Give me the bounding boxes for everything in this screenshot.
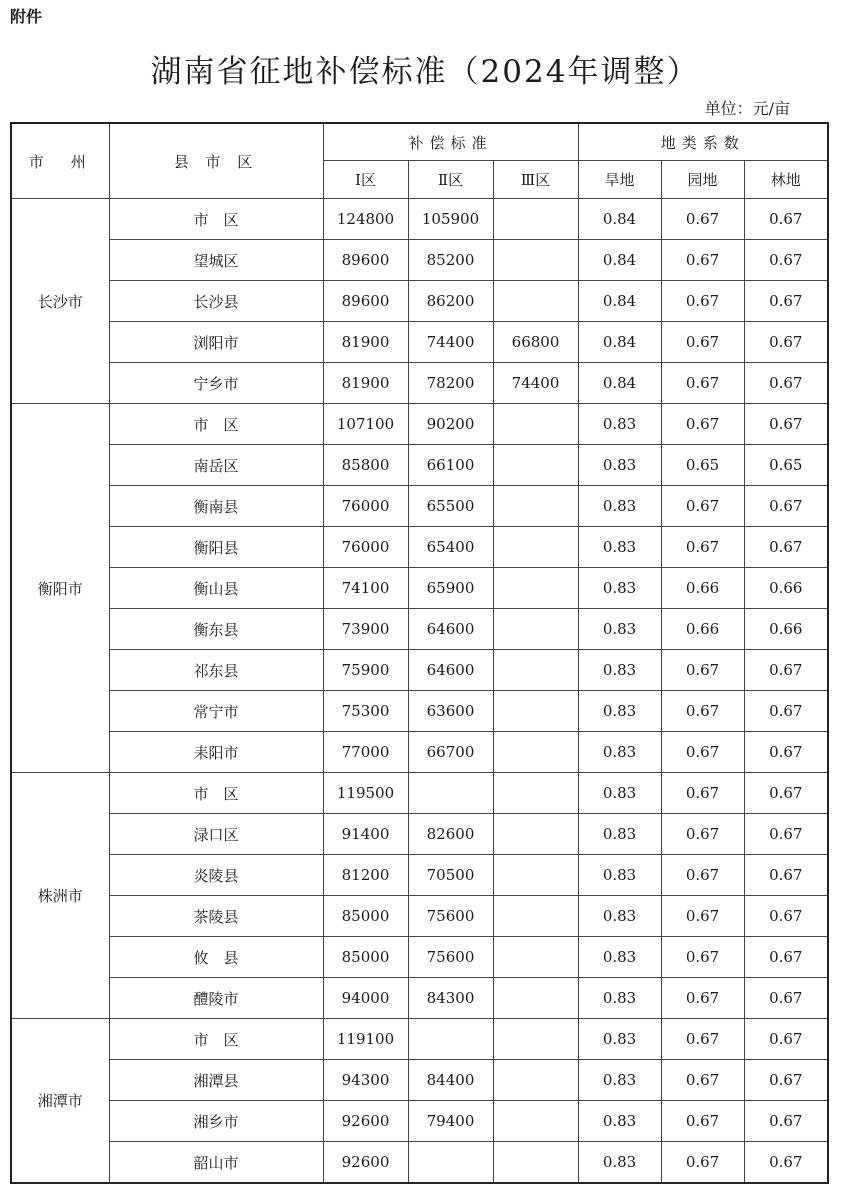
- county-cell: 衡南县: [109, 486, 323, 527]
- county-cell: 衡阳县: [109, 527, 323, 568]
- county-cell: 长沙县: [109, 281, 323, 322]
- zone-1-value: 74100: [323, 568, 408, 609]
- dry-land-coefficient: 0.84: [578, 199, 661, 240]
- forest-land-coefficient: 0.67: [744, 1060, 828, 1101]
- zone-3-value: [493, 937, 578, 978]
- forest-land-coefficient: 0.67: [744, 691, 828, 732]
- zone-2-value: 74400: [408, 322, 493, 363]
- table-row: [11, 1142, 828, 1184]
- county-cell: 衡山县: [109, 568, 323, 609]
- zone-2-value: 84400: [408, 1060, 493, 1101]
- garden-land-coefficient: 0.66: [661, 568, 744, 609]
- zone-1-value: 124800: [323, 199, 408, 240]
- city-cell: 湘潭市: [11, 1019, 109, 1184]
- forest-land-coefficient: 0.67: [744, 240, 828, 281]
- garden-land-coefficient: 0.65: [661, 445, 744, 486]
- forest-land-coefficient: 0.67: [744, 937, 828, 978]
- dry-land-coefficient: 0.83: [578, 978, 661, 1019]
- garden-land-coefficient: 0.67: [661, 732, 744, 773]
- zone-3-value: [493, 732, 578, 773]
- city-cell: 株洲市: [11, 773, 109, 1019]
- zone-2-value: [408, 1019, 493, 1060]
- header-county: 县 市 区: [109, 123, 323, 199]
- zone-3-value: [493, 1019, 578, 1060]
- zone-1-value: 76000: [323, 486, 408, 527]
- table-row: [11, 486, 828, 527]
- dry-land-coefficient: 0.84: [578, 322, 661, 363]
- county-cell: 醴陵市: [109, 978, 323, 1019]
- table-row: [11, 240, 828, 281]
- forest-land-coefficient: 0.67: [744, 1019, 828, 1060]
- zone-3-value: [493, 978, 578, 1019]
- garden-land-coefficient: 0.67: [661, 1101, 744, 1142]
- header-zone-3: Ⅲ区: [493, 161, 578, 199]
- garden-land-coefficient: 0.67: [661, 814, 744, 855]
- dry-land-coefficient: 0.84: [578, 281, 661, 322]
- dry-land-coefficient: 0.83: [578, 609, 661, 650]
- table-row: [11, 814, 828, 855]
- zone-1-value: 119500: [323, 773, 408, 814]
- table-row: [11, 527, 828, 568]
- table-row: [11, 773, 828, 814]
- zone-1-value: 81900: [323, 363, 408, 404]
- zone-1-value: 73900: [323, 609, 408, 650]
- garden-land-coefficient: 0.67: [661, 240, 744, 281]
- header-zone-1: Ⅰ区: [323, 161, 408, 199]
- garden-land-coefficient: 0.67: [661, 527, 744, 568]
- dry-land-coefficient: 0.84: [578, 363, 661, 404]
- header-row-group: [11, 123, 828, 161]
- zone-2-value: 64600: [408, 650, 493, 691]
- forest-land-coefficient: 0.67: [744, 773, 828, 814]
- garden-land-coefficient: 0.67: [661, 404, 744, 445]
- zone-3-value: [493, 486, 578, 527]
- table-row: [11, 445, 828, 486]
- header-land-coefficient: 地类系数: [578, 123, 828, 161]
- forest-land-coefficient: 0.67: [744, 978, 828, 1019]
- forest-land-coefficient: 0.67: [744, 486, 828, 527]
- dry-land-coefficient: 0.83: [578, 691, 661, 732]
- zone-1-value: 81900: [323, 322, 408, 363]
- header-forest-land: 林地: [744, 161, 828, 199]
- zone-1-value: 91400: [323, 814, 408, 855]
- county-cell: 常宁市: [109, 691, 323, 732]
- table-row: [11, 363, 828, 404]
- zone-3-value: [493, 281, 578, 322]
- county-cell: 湘潭县: [109, 1060, 323, 1101]
- zone-3-value: [493, 1101, 578, 1142]
- county-cell: 衡东县: [109, 609, 323, 650]
- zone-3-value: [493, 650, 578, 691]
- city-cell: 衡阳市: [11, 404, 109, 773]
- dry-land-coefficient: 0.83: [578, 855, 661, 896]
- dry-land-coefficient: 0.83: [578, 773, 661, 814]
- dry-land-coefficient: 0.83: [578, 1101, 661, 1142]
- zone-2-value: 64600: [408, 609, 493, 650]
- table-row: [11, 1101, 828, 1142]
- forest-land-coefficient: 0.67: [744, 199, 828, 240]
- garden-land-coefficient: 0.67: [661, 650, 744, 691]
- zone-3-value: [493, 445, 578, 486]
- county-cell: 市 区: [109, 404, 323, 445]
- city-cell: 长沙市: [11, 199, 109, 404]
- dry-land-coefficient: 0.83: [578, 814, 661, 855]
- forest-land-coefficient: 0.67: [744, 896, 828, 937]
- zone-2-value: 86200: [408, 281, 493, 322]
- zone-1-value: 94300: [323, 1060, 408, 1101]
- zone-1-value: 92600: [323, 1101, 408, 1142]
- zone-1-value: 75900: [323, 650, 408, 691]
- zone-3-value: [493, 527, 578, 568]
- header-compensation-standard: 补偿标准: [323, 123, 578, 161]
- forest-land-coefficient: 0.67: [744, 1142, 828, 1184]
- header-dry-land: 旱地: [578, 161, 661, 199]
- forest-land-coefficient: 0.67: [744, 281, 828, 322]
- garden-land-coefficient: 0.67: [661, 773, 744, 814]
- garden-land-coefficient: 0.67: [661, 1060, 744, 1101]
- garden-land-coefficient: 0.67: [661, 199, 744, 240]
- zone-1-value: 94000: [323, 978, 408, 1019]
- zone-3-value: [493, 1060, 578, 1101]
- county-cell: 望城区: [109, 240, 323, 281]
- county-cell: 韶山市: [109, 1142, 323, 1184]
- table-row: [11, 855, 828, 896]
- zone-2-value: 82600: [408, 814, 493, 855]
- dry-land-coefficient: 0.84: [578, 240, 661, 281]
- forest-land-coefficient: 0.67: [744, 650, 828, 691]
- page-title: 湖南省征地补偿标准（2024年调整）: [150, 54, 700, 90]
- table-row: [11, 322, 828, 363]
- attachment-label: 附件: [10, 7, 43, 26]
- dry-land-coefficient: 0.83: [578, 486, 661, 527]
- dry-land-coefficient: 0.83: [578, 1019, 661, 1060]
- zone-1-value: 92600: [323, 1142, 408, 1184]
- zone-3-value: [493, 773, 578, 814]
- zone-3-value: [493, 691, 578, 732]
- zone-3-value: [493, 568, 578, 609]
- table-row: [11, 609, 828, 650]
- forest-land-coefficient: 0.66: [744, 568, 828, 609]
- zone-1-value: 89600: [323, 240, 408, 281]
- zone-2-value: 65500: [408, 486, 493, 527]
- zone-2-value: 85200: [408, 240, 493, 281]
- garden-land-coefficient: 0.67: [661, 937, 744, 978]
- garden-land-coefficient: 0.67: [661, 691, 744, 732]
- forest-land-coefficient: 0.67: [744, 1101, 828, 1142]
- zone-1-value: 76000: [323, 527, 408, 568]
- county-cell: 浏阳市: [109, 322, 323, 363]
- forest-land-coefficient: 0.67: [744, 404, 828, 445]
- dry-land-coefficient: 0.83: [578, 1060, 661, 1101]
- zone-3-value: [493, 404, 578, 445]
- garden-land-coefficient: 0.67: [661, 281, 744, 322]
- table-row: [11, 199, 828, 240]
- garden-land-coefficient: 0.67: [661, 855, 744, 896]
- zone-2-value: 84300: [408, 978, 493, 1019]
- table-row: [11, 650, 828, 691]
- county-cell: 市 区: [109, 773, 323, 814]
- zone-2-value: 105900: [408, 199, 493, 240]
- zone-1-value: 81200: [323, 855, 408, 896]
- table-row: [11, 896, 828, 937]
- table-row: [11, 404, 828, 445]
- dry-land-coefficient: 0.83: [578, 896, 661, 937]
- zone-2-value: [408, 773, 493, 814]
- county-cell: 攸 县: [109, 937, 323, 978]
- garden-land-coefficient: 0.67: [661, 322, 744, 363]
- table-row: [11, 281, 828, 322]
- garden-land-coefficient: 0.67: [661, 1019, 744, 1060]
- zone-3-value: 66800: [493, 322, 578, 363]
- zone-1-value: 75300: [323, 691, 408, 732]
- zone-2-value: 66700: [408, 732, 493, 773]
- header-garden-land: 园地: [661, 161, 744, 199]
- zone-3-value: [493, 896, 578, 937]
- zone-2-value: 63600: [408, 691, 493, 732]
- zone-2-value: 75600: [408, 896, 493, 937]
- county-cell: 湘乡市: [109, 1101, 323, 1142]
- county-cell: 渌口区: [109, 814, 323, 855]
- zone-2-value: 75600: [408, 937, 493, 978]
- dry-land-coefficient: 0.83: [578, 527, 661, 568]
- zone-2-value: 66100: [408, 445, 493, 486]
- garden-land-coefficient: 0.67: [661, 1142, 744, 1184]
- forest-land-coefficient: 0.67: [744, 527, 828, 568]
- dry-land-coefficient: 0.83: [578, 404, 661, 445]
- county-cell: 宁乡市: [109, 363, 323, 404]
- county-cell: 市 区: [109, 1019, 323, 1060]
- zone-3-value: [493, 1142, 578, 1184]
- zone-3-value: 74400: [493, 363, 578, 404]
- zone-2-value: 65900: [408, 568, 493, 609]
- county-cell: 南岳区: [109, 445, 323, 486]
- forest-land-coefficient: 0.67: [744, 363, 828, 404]
- compensation-table: [10, 122, 829, 1184]
- zone-3-value: [493, 240, 578, 281]
- county-cell: 祁东县: [109, 650, 323, 691]
- garden-land-coefficient: 0.67: [661, 978, 744, 1019]
- forest-land-coefficient: 0.67: [744, 322, 828, 363]
- unit-label: 单位：元/亩: [704, 99, 790, 118]
- zone-2-value: 79400: [408, 1101, 493, 1142]
- county-cell: 市 区: [109, 199, 323, 240]
- dry-land-coefficient: 0.83: [578, 1142, 661, 1184]
- table-row: [11, 691, 828, 732]
- header-zone-2: Ⅱ区: [408, 161, 493, 199]
- zone-1-value: 119100: [323, 1019, 408, 1060]
- zone-1-value: 85000: [323, 937, 408, 978]
- dry-land-coefficient: 0.83: [578, 732, 661, 773]
- zone-2-value: 78200: [408, 363, 493, 404]
- zone-2-value: 70500: [408, 855, 493, 896]
- county-cell: 耒阳市: [109, 732, 323, 773]
- county-cell: 炎陵县: [109, 855, 323, 896]
- garden-land-coefficient: 0.67: [661, 486, 744, 527]
- garden-land-coefficient: 0.67: [661, 896, 744, 937]
- county-cell: 茶陵县: [109, 896, 323, 937]
- zone-1-value: 77000: [323, 732, 408, 773]
- zone-2-value: 65400: [408, 527, 493, 568]
- forest-land-coefficient: 0.67: [744, 855, 828, 896]
- forest-land-coefficient: 0.66: [744, 609, 828, 650]
- forest-land-coefficient: 0.65: [744, 445, 828, 486]
- zone-2-value: [408, 1142, 493, 1184]
- zone-3-value: [493, 814, 578, 855]
- zone-2-value: 90200: [408, 404, 493, 445]
- dry-land-coefficient: 0.83: [578, 445, 661, 486]
- dry-land-coefficient: 0.83: [578, 568, 661, 609]
- forest-land-coefficient: 0.67: [744, 732, 828, 773]
- zone-3-value: [493, 199, 578, 240]
- zone-1-value: 85800: [323, 445, 408, 486]
- table-row: [11, 978, 828, 1019]
- table-row: [11, 732, 828, 773]
- table-row: [11, 1060, 828, 1101]
- zone-3-value: [493, 855, 578, 896]
- zone-1-value: 107100: [323, 404, 408, 445]
- garden-land-coefficient: 0.67: [661, 363, 744, 404]
- table-row: [11, 568, 828, 609]
- zone-1-value: 85000: [323, 896, 408, 937]
- zone-1-value: 89600: [323, 281, 408, 322]
- table-row: [11, 937, 828, 978]
- dry-land-coefficient: 0.83: [578, 937, 661, 978]
- forest-land-coefficient: 0.67: [744, 814, 828, 855]
- table-row: [11, 1019, 828, 1060]
- header-city: 市 州: [11, 123, 109, 199]
- zone-3-value: [493, 609, 578, 650]
- dry-land-coefficient: 0.83: [578, 650, 661, 691]
- garden-land-coefficient: 0.66: [661, 609, 744, 650]
